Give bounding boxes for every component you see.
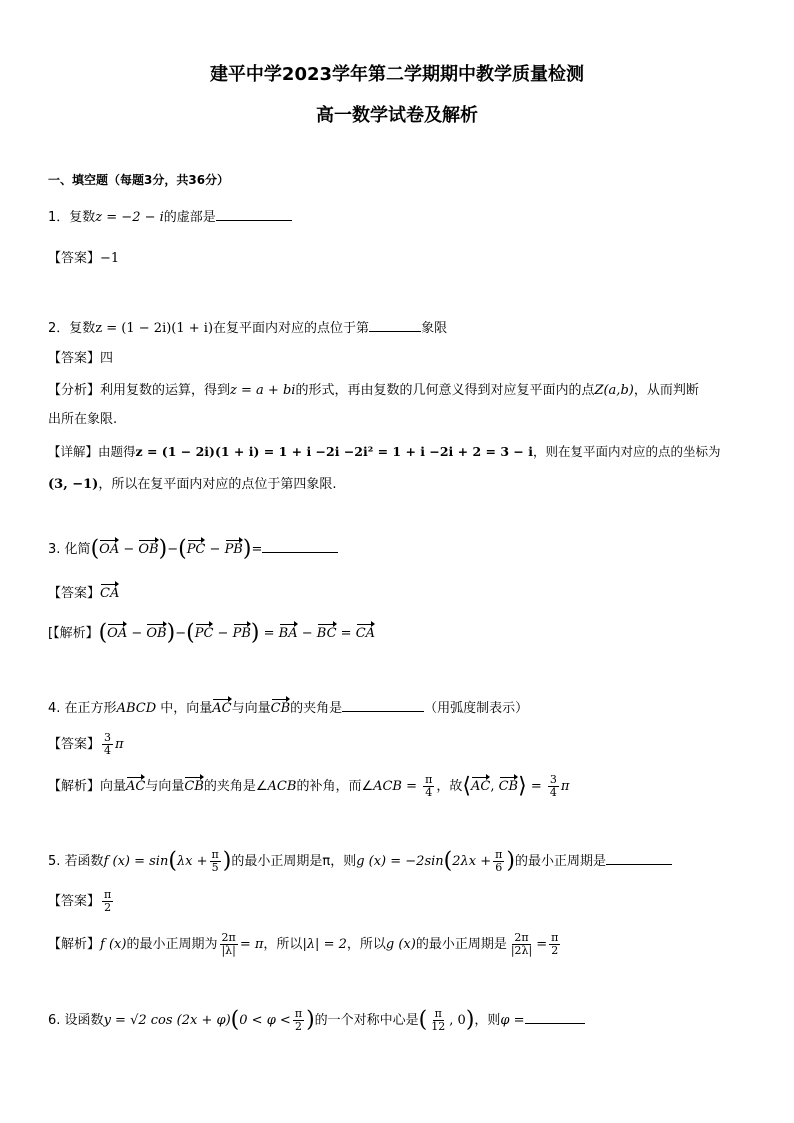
math-expression: |λ| = 2 <box>302 937 347 952</box>
question-5: 5. 若函数f (x) = sin(λx + $\frac{\pi}{5}$ )的最小正周期是π，则g (x) = −2sin(2λx + $\frac{\pi}{6}$ )的最小正周期是 <box>48 849 672 874</box>
question-text: 化简 <box>64 542 91 557</box>
jiexi-5 <box>48 932 562 957</box>
question-number: 4. <box>48 701 61 716</box>
question-text: 的最小正周期是π，则 <box>231 854 357 869</box>
jiexi-text: 的夹角是∠ <box>203 779 268 794</box>
math-expression: ACB <box>267 779 297 794</box>
question-text: 复数 <box>69 321 96 336</box>
fraction: $\frac{\pi}{2}$ <box>551 931 559 957</box>
fraction: $\frac{\pi}{5}$ <box>211 848 219 874</box>
question-4 <box>48 697 528 716</box>
question-2 <box>48 317 447 336</box>
answer-label: 【答案】 <box>48 251 101 266</box>
vector-ac: AC <box>471 776 490 794</box>
answer-blank <box>525 1011 585 1024</box>
document-subtitle: 高一数学试卷及解析 <box>316 105 478 126</box>
document-title: 建平中学2023学年第二学期期中教学质量检测 <box>209 64 585 85</box>
question-number: 3. <box>48 542 61 557</box>
question-text: 象限 <box>421 321 448 336</box>
detail-text: ，所以在复平面内对应的点位于第四象限. <box>98 477 337 492</box>
answer-3 <box>48 582 119 601</box>
vector-pb: PB <box>225 539 243 557</box>
math-expression: f (x) <box>100 937 127 952</box>
answer-blank <box>262 540 338 553</box>
jiexi-3: [【解析】(OA − OB)−(PC − PB) = BA − BC = CA <box>48 620 376 646</box>
fraction: $\frac{3}{4}$ <box>549 773 557 799</box>
math-expression: (3, −1) <box>48 477 99 492</box>
jiexi-label: 【解析】 <box>48 937 101 952</box>
answer-2 <box>48 347 113 366</box>
pi-symbol: π <box>115 737 124 752</box>
question-number: 6. <box>48 1013 61 1028</box>
detail-2 <box>48 442 721 460</box>
question-text: 的夹角是 <box>290 701 343 716</box>
vector-pc: PC <box>195 623 214 641</box>
jiexi-text: 的最小正周期是 <box>415 937 507 952</box>
vector-ac: AC <box>212 698 231 716</box>
math-expression: , 0 <box>449 1013 466 1028</box>
jiexi-text: 与向量 <box>145 779 185 794</box>
question-1 <box>48 206 292 225</box>
jiexi-text: 的最小正周期为 <box>126 937 218 952</box>
math-expression: ABCD <box>116 701 157 716</box>
analysis-text: 的形式，再由复数的几何意义得到对应复平面内的点 <box>295 383 595 398</box>
jiexi-label: 【解析】 <box>48 779 101 794</box>
vector-ba: BA <box>279 623 298 641</box>
question-text: 设函数 <box>64 1013 104 1028</box>
answer-value: 四 <box>100 351 114 366</box>
vector-ob: OB <box>138 539 158 557</box>
fraction: $\frac{2\pi}{|\lambda|}$ <box>221 931 236 957</box>
jiexi-text: ，故 <box>436 779 463 794</box>
answer-4 <box>48 732 124 757</box>
question-text: 在复平面内对应的点位于第 <box>213 321 370 336</box>
jiexi-text: 向量 <box>100 779 127 794</box>
analysis-text: 利用复数的运算，得到 <box>100 383 231 398</box>
math-expression: ACB <box>373 779 402 794</box>
question-text: 在正方形 <box>64 701 117 716</box>
answer-blank <box>606 852 672 865</box>
detail-label: 【详解】 <box>48 444 99 459</box>
fraction: $\frac{2\pi}{|2\lambda|}$ <box>510 931 533 957</box>
jiexi-text: ，所以 <box>263 937 303 952</box>
question-text: ，则 <box>474 1013 501 1028</box>
answer-blank <box>216 208 292 221</box>
analysis-text: ，从而判断 <box>633 383 699 398</box>
question-text: 中，向量 <box>160 701 213 716</box>
math-expression: φ = <box>500 1013 525 1028</box>
answer-1 <box>48 247 119 266</box>
question-text: 的虚部是 <box>163 210 216 225</box>
math-expression: z = a + bi <box>230 383 296 398</box>
fraction: $\frac{\pi}{4}$ <box>425 773 433 799</box>
answer-label: 【答案】 <box>48 586 101 601</box>
math-expression: = π <box>239 937 264 952</box>
answer-label: 【答案】 <box>48 351 101 366</box>
fraction: $\frac{3}{4}$ <box>104 731 112 757</box>
vector-cb: CB <box>184 776 204 794</box>
math-expression: g (x) = −2sin <box>356 854 444 869</box>
question-text: （用弧度制表示） <box>424 701 529 716</box>
fraction: $\frac{\pi}{6}$ <box>495 848 503 874</box>
vector-pc: PC <box>187 539 206 557</box>
math-expression: z = (1 − 2i)(1 + i) = 1 + i −2i −2i² = 1 + i −2i + 2 = 3 − i <box>135 444 533 459</box>
question-3: 3. 化简(OA − OB)−(PC − PB)= <box>48 538 338 557</box>
analysis-label: 【分析】 <box>48 383 101 398</box>
question-text: 若函数 <box>64 854 104 869</box>
vector-bc: BC <box>317 623 337 641</box>
vector-ca: CA <box>356 623 375 641</box>
question-6: 6. 设函数y = √2 cos (2x + φ)(0 < φ < $\frac{\pi}{2}$ )的一个对称中心是( $\frac{\pi}{12}$ , 0)，则φ = <box>48 1008 585 1033</box>
vector-ac: AC <box>126 776 145 794</box>
analysis-2-line2: 出所在象限. <box>48 412 118 427</box>
question-text: 的一个对称中心是 <box>314 1013 419 1028</box>
vector-ca: CA <box>100 583 119 601</box>
vector-pb: PB <box>233 623 251 641</box>
jiexi-4: 【解析】向量AC与向量CB的夹角是∠ACB的补角，而∠ACB = $\frac{\pi}{4}$ ，故⟨AC, CB⟩ = $\frac{3}{4}$ π <box>48 773 570 799</box>
detail-text: 由题得 <box>98 444 136 459</box>
math-expression: Z(a,b) <box>594 383 634 398</box>
jiexi-text: ，所以 <box>346 937 386 952</box>
math-expression: g (x) <box>385 937 416 952</box>
fraction: $\frac{\pi}{2}$ <box>104 888 112 914</box>
detail-2-line2 <box>48 473 336 492</box>
jiexi-label: [【解析】 <box>48 626 99 641</box>
question-number: 5. <box>48 854 61 869</box>
fraction: $\frac{\pi}{2}$ <box>294 1007 303 1033</box>
question-text: 的最小正周期是 <box>514 854 606 869</box>
equals-sign: = <box>536 937 548 952</box>
math-expression: 0 < φ < <box>239 1013 291 1028</box>
vector-cb: CB <box>499 776 519 794</box>
answer-blank <box>369 319 421 332</box>
answer-value: −1 <box>100 251 120 266</box>
question-text: 与向量 <box>231 701 271 716</box>
fraction: $\frac{\pi}{12}$ <box>431 1007 446 1033</box>
vector-ob: OB <box>146 623 166 641</box>
math-expression: y = √2 cos (2x + φ) <box>103 1013 231 1028</box>
detail-text: ，则在复平面内对应的点的坐标为 <box>532 444 721 459</box>
vector-oa: OA <box>107 623 127 641</box>
math-expression: λx + <box>176 854 208 869</box>
math-expression: f (x) = sin <box>103 854 169 869</box>
question-number: 1． <box>48 210 70 225</box>
answer-label: 【答案】 <box>48 737 101 752</box>
answer-5 <box>48 889 115 914</box>
section-heading: 一、填空题（每题3分，共36分） <box>48 173 230 187</box>
question-number: 2． <box>48 321 70 336</box>
vector-cb: CB <box>271 698 291 716</box>
math-expression: 2λx + <box>452 854 492 869</box>
jiexi-text: 的补角，而∠ <box>296 779 374 794</box>
question-text: 复数 <box>69 210 96 225</box>
math-expression: z = (1 − 2i)(1 + i) <box>95 321 214 336</box>
pi-symbol: π <box>560 779 570 794</box>
answer-label: 【答案】 <box>48 894 101 909</box>
answer-blank <box>342 699 424 712</box>
vector-oa: OA <box>99 539 119 557</box>
analysis-2 <box>48 379 699 398</box>
math-expression: z = −2 − i <box>95 210 164 225</box>
